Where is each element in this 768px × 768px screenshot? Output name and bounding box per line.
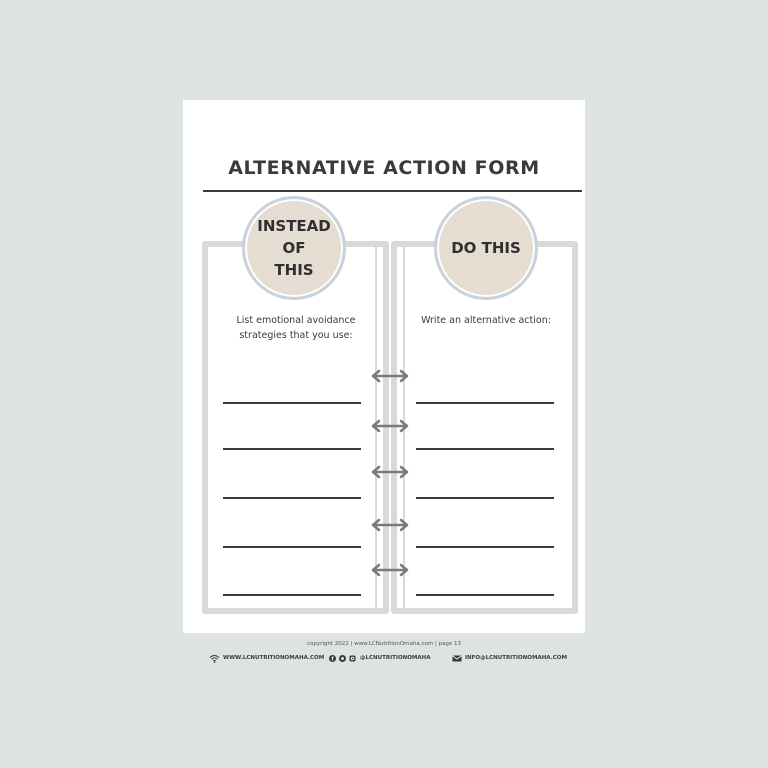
instagram-icon[interactable] — [349, 655, 356, 662]
right-answer-line-2[interactable] — [416, 448, 554, 450]
website-link[interactable]: WWW.LCNUTRITIONOMAHA.COM — [223, 655, 325, 661]
left-answer-line-5[interactable] — [223, 594, 361, 596]
footer-website[interactable] — [209, 652, 324, 664]
right-instruction: Write an alternative action: — [421, 315, 551, 326]
footer-contacts — [0, 652, 768, 664]
worksheet-page — [183, 100, 585, 633]
email-link[interactable]: INFO@LCNUTRITIONOMAHA.COM — [465, 655, 567, 661]
social-handle[interactable]: @LCNUTRITIONOMAHA — [360, 655, 431, 661]
twitter-icon[interactable] — [339, 655, 346, 662]
left-answer-line-1[interactable] — [223, 402, 361, 404]
copyright-line: copyright 2022 | www.LCNutritionOmaha.com | page 13 — [306, 641, 462, 647]
double-arrow-icon — [371, 419, 409, 433]
form-title: ALTERNATIVE ACTION FORM — [228, 157, 540, 179]
double-arrow-icon — [371, 563, 409, 577]
double-arrow-icon — [371, 465, 409, 479]
left-answer-line-3[interactable] — [223, 497, 361, 499]
svg-text:f: f — [331, 656, 334, 662]
right-answer-line-1[interactable] — [416, 402, 554, 404]
left-answer-line-2[interactable] — [223, 448, 361, 450]
left-answer-line-4[interactable] — [223, 546, 361, 548]
instead-of-this-heading: INSTEAD OF THIS — [257, 217, 331, 279]
double-arrow-icon — [371, 518, 409, 532]
instead-of-this-badge — [242, 196, 346, 300]
facebook-icon[interactable] — [329, 655, 336, 662]
left-instruction: List emotional avoidance strategies that you use: — [236, 315, 356, 341]
double-arrow-icon — [371, 369, 409, 383]
footer-email[interactable] — [452, 652, 567, 664]
title-divider — [203, 190, 582, 192]
do-this-heading: DO THIS — [451, 239, 521, 257]
do-this-badge — [434, 196, 538, 300]
footer-social[interactable] — [329, 652, 431, 664]
mail-icon — [452, 655, 462, 662]
right-answer-line-4[interactable] — [416, 546, 554, 548]
right-answer-line-5[interactable] — [416, 594, 554, 596]
wifi-icon — [209, 654, 220, 663]
right-answer-line-3[interactable] — [416, 497, 554, 499]
